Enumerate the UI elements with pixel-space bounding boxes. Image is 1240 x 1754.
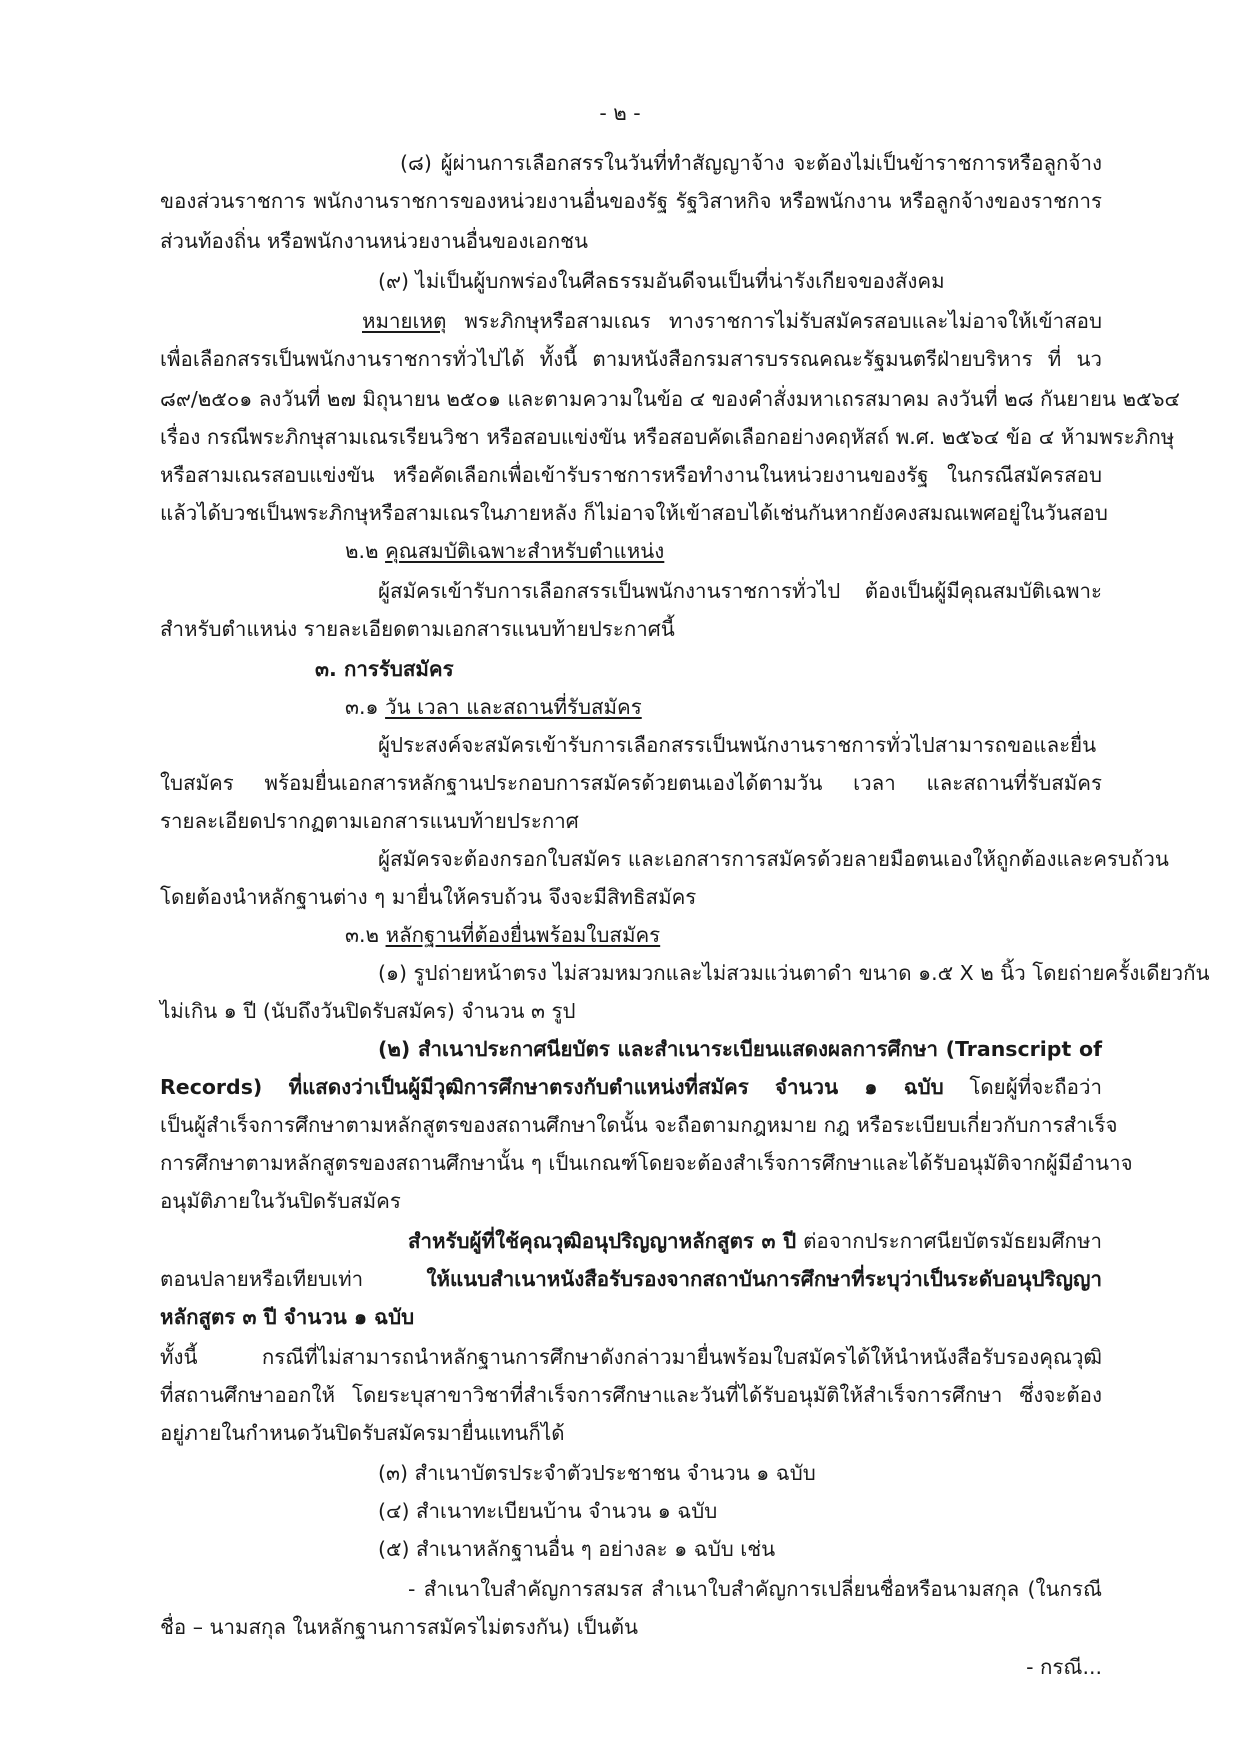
- section-3-1-line-1: ผู้ประสงค์จะสมัครเข้ารับการเลือกสรรเป็นพนักงานราชการทั่วไปสามารถขอและยื่น: [378, 733, 1097, 757]
- note-line-5: หรือสามเณรสอบแข่งขัน หรือคัดเลือกเพื่อเข้ารับราชการหรือทำงานในหน่วยงานของรัฐ ในกรณีสมัครสอบ: [160, 463, 1102, 487]
- note-line-3: ๘๙/๒๕๐๑ ลงวันที่ ๒๗ มิถุนายน ๒๕๐๑ และตามความในข้อ ๔ ของคำสั่งมหาเถรสมาคม ลงวันที่ ๒๘ กันยายน ๒๕๖๔: [160, 387, 1181, 411]
- remark-line-2: ที่สถานศึกษาออกให้ โดยระบุสาขาวิชาที่สำเร็จการศึกษาและวันที่ได้รับอนุมัติให้สำเร็จการศึกษา ซึ่งจะต้อง: [160, 1383, 1102, 1407]
- note-line-2: เพื่อเลือกสรรเป็นพนักงานราชการทั่วไปได้ ทั้งนี้ ตามหนังสือกรมสารบรรณคณะรัฐมนตรีฝ่ายบริหาร ที่ นว: [160, 347, 1102, 371]
- item-8-line-1: (๘) ผู้ผ่านการเลือกสรรในวันที่ทำสัญญาจ้าง จะต้องไม่เป็นข้าราชการหรือลูกจ้าง: [400, 151, 1102, 175]
- section-2-2-heading: [345, 538, 664, 564]
- note-text: พระภิกษุหรือสามเณร ทางราชการไม่รับสมัครสอบและไม่อาจให้เข้าสอบ: [446, 309, 1102, 333]
- item-4: (๔) สำเนาทะเบียนบ้าน จำนวน ๑ ฉบับ: [378, 1499, 718, 1523]
- item-2-line-4: การศึกษาตามหลักสูตรของสถานศึกษานั้น ๆ เป็นเกณฑ์โดยจะต้องสำเร็จการศึกษาและได้รับอนุมัติจากผู้มีอำนาจ: [160, 1151, 1133, 1175]
- item-5-sub-line-2: ชื่อ – นามสกุล ในหลักฐานการสมัครไม่ตรงกัน) เป็นต้น: [160, 1615, 639, 1639]
- section-3-2-heading: [345, 922, 660, 948]
- item-8-line-2: ของส่วนราชการ พนักงานราชการของหน่วยงานอื่นของรัฐ รัฐวิสาหกิจ หรือพนักงาน หรือลูกจ้างของราชการ: [160, 189, 1102, 213]
- note-line-4: เรื่อง กรณีพระภิกษุสามเณรเรียนวิชา หรือสอบแข่งขัน หรือสอบคัดเลือกอย่างคฤหัสถ์ พ.ศ. ๒๕๖๔ ข้อ ๔ ห้ามพระภิกษุ: [160, 425, 1175, 449]
- section-3-1-line-2: ใบสมัคร พร้อมยื่นเอกสารหลักฐานประกอบการสมัครด้วยตนเองได้ตามวัน เวลา และสถานที่รับสมัคร: [160, 771, 1102, 795]
- remark-line-3: อยู่ภายในกำหนดวันปิดรับสมัครมายื่นแทนก็ได้: [160, 1421, 565, 1445]
- section-title: วัน เวลา และสถานที่รับสมัคร: [385, 695, 642, 719]
- item-2-line-3: เป็นผู้สำเร็จการศึกษาตามหลักสูตรของสถานศึกษาใดนั้น จะถือตามกฎหมาย กฎ หรือระเบียบเกี่ยวกับการสำเร็จ: [160, 1113, 1118, 1137]
- diploma-line-3: หลักสูตร ๓ ปี จำนวน ๑ ฉบับ: [160, 1305, 415, 1329]
- item-2-text: โดยผู้ที่จะถือว่า: [943, 1075, 1102, 1099]
- continuation-marker: - กรณี...: [1026, 1655, 1102, 1679]
- item-5-sub-line-1: - สำเนาใบสำคัญการสมรส สำเนาใบสำคัญการเปลี่ยนชื่อหรือนามสกุล (ในกรณี: [408, 1577, 1102, 1601]
- section-3-1-line-4: ผู้สมัครจะต้องกรอกใบสมัคร และเอกสารการสมัครด้วยลายมือตนเองให้ถูกต้องและครบถ้วน: [378, 847, 1169, 871]
- diploma-bold-text: ให้แนบสำเนาหนังสือรับรองจากสถาบันการศึกษาที่ระบุว่าเป็นระดับอนุปริญญา: [426, 1267, 1102, 1291]
- section-3-1-line-5: โดยต้องนำหลักฐานต่าง ๆ มายื่นให้ครบถ้วน จึงจะมีสิทธิสมัคร: [160, 885, 697, 909]
- item-2-bold-text: Records) ที่แสดงว่าเป็นผู้มีวุฒิการศึกษาตรงกับตำแหน่งที่สมัคร จำนวน ๑ ฉบับ: [160, 1075, 944, 1099]
- note-line-6: แล้วได้บวชเป็นพระภิกษุหรือสามเณรในภายหลัง ก็ไม่อาจให้เข้าสอบได้เช่นกันหากยังคงสมณเพศอยู่ในวันสอบ: [160, 501, 1108, 525]
- section-2-2-line-2: สำหรับตำแหน่ง รายละเอียดตามเอกสารแนบท้ายประกาศนี้: [160, 617, 675, 641]
- item-2-line-1: (๒) สำเนาประกาศนียบัตร และสำเนาระเบียนแสดงผลการศึกษา (Transcript of: [378, 1037, 1102, 1061]
- item-9: (๙) ไม่เป็นผู้บกพร่องในศีลธรรมอันดีจนเป็นที่น่ารังเกียจของสังคม: [378, 269, 945, 293]
- section-2-2-line-1: ผู้สมัครเข้ารับการเลือกสรรเป็นพนักงานราชการทั่วไป ต้องเป็นผู้มีคุณสมบัติเฉพาะ: [378, 579, 1102, 603]
- diploma-line-2: [160, 1266, 1102, 1292]
- item-8-line-3: ส่วนท้องถิ่น หรือพนักงานหน่วยงานอื่นของเอกชน: [160, 229, 589, 253]
- item-3: (๓) สำเนาบัตรประจำตัวประชาชน จำนวน ๑ ฉบับ: [378, 1461, 816, 1485]
- section-3-1-line-3: รายละเอียดปรากฏตามเอกสารแนบท้ายประกาศ: [160, 809, 579, 833]
- diploma-line-1: [408, 1228, 1102, 1254]
- diploma-text: ตอนปลายหรือเทียบเท่า: [160, 1267, 427, 1291]
- diploma-text: ต่อจากประกาศนียบัตรมัธยมศึกษา: [796, 1229, 1102, 1253]
- item-2-line-2: [160, 1074, 1102, 1100]
- note-label: หมายเหตุ: [362, 309, 447, 333]
- item-1-line-1: (๑) รูปถ่ายหน้าตรง ไม่สวมหมวกและไม่สวมแว่นตาดำ ขนาด ๑.๕ X ๒ นิ้ว โดยถ่ายครั้งเดียวกัน: [378, 961, 1210, 985]
- section-3-1-heading: [345, 694, 642, 720]
- page-number: - ๒ -: [599, 101, 641, 125]
- remark-line-1: ทั้งนี้ กรณีที่ไม่สามารถนำหลักฐานการศึกษาดังกล่าวมายื่นพร้อมใบสมัครได้ให้นำหนังสือรับรองคุณวุฒิ: [160, 1345, 1102, 1369]
- item-2-line-5: อนุมัติภายในวันปิดรับสมัคร: [160, 1189, 401, 1213]
- note-line-1: [362, 308, 1102, 334]
- item-1-line-2: ไม่เกิน ๑ ปี (นับถึงวันปิดรับสมัคร) จำนวน ๓ รูป: [160, 999, 576, 1023]
- section-number: ๒.๒: [345, 539, 386, 563]
- section-number: ๓.๑: [345, 695, 386, 719]
- section-title: คุณสมบัติเฉพาะสำหรับตำแหน่ง: [385, 539, 665, 563]
- diploma-bold-text: สำหรับผู้ที่ใช้คุณวุฒิอนุปริญญาหลักสูตร ๓ ปี: [408, 1229, 797, 1253]
- section-number: ๓.๒: [345, 923, 386, 947]
- section-3-heading: ๓. การรับสมัคร: [315, 657, 454, 681]
- section-title: หลักฐานที่ต้องยื่นพร้อมใบสมัคร: [385, 923, 661, 947]
- item-5: (๕) สำเนาหลักฐานอื่น ๆ อย่างละ ๑ ฉบับ เช่น: [378, 1537, 776, 1561]
